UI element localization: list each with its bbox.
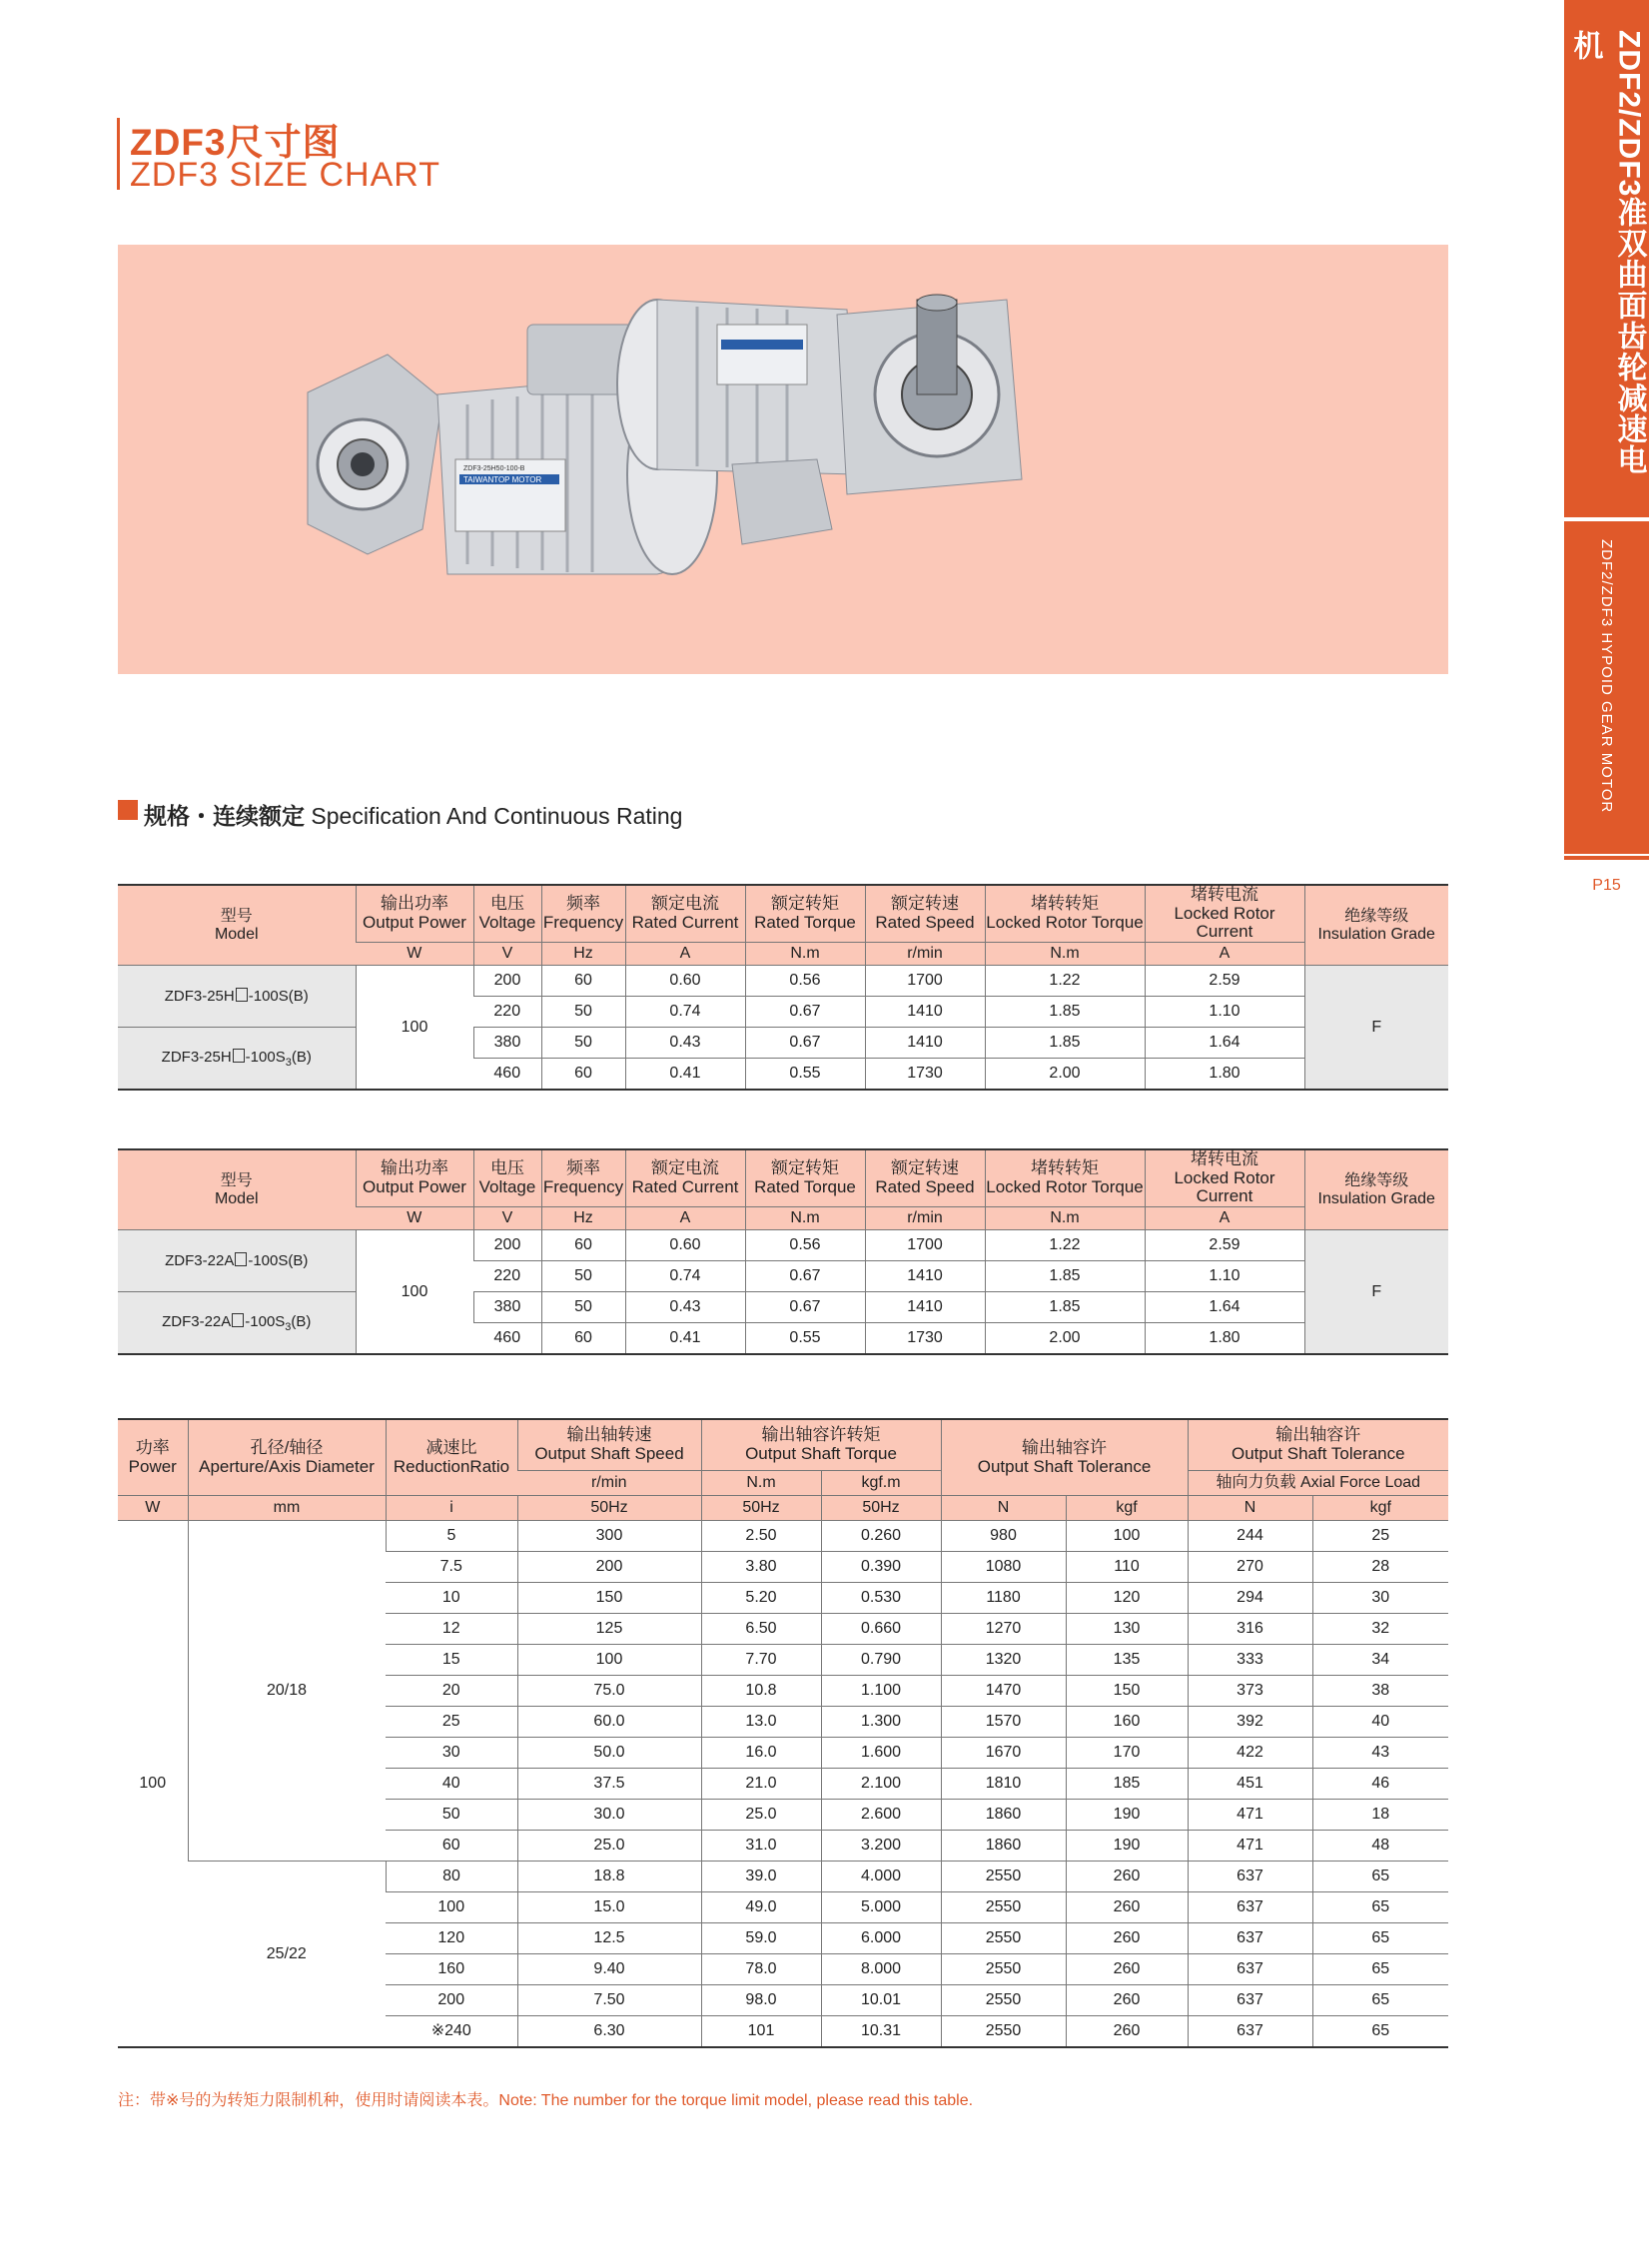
table-cell: 65 <box>1312 2016 1448 2048</box>
header-model: 型号 Model <box>118 1149 356 1230</box>
header-rated-current: 额定电流 Rated Current <box>625 885 745 943</box>
table-cell: 50.0 <box>517 1738 701 1769</box>
table-row: 220 50 0.74 0.67 1410 1.85 1.10 <box>118 1261 1448 1292</box>
table-row: ZDF3-22A -100S(B) 100 200 60 0.60 0.56 1700 1.22 2.59 F <box>118 1230 1448 1261</box>
table-cell: 1.300 <box>821 1707 941 1738</box>
table-cell: 80 <box>386 1862 517 1892</box>
table-cell: 200 <box>386 1985 517 2016</box>
footnote: 注：带※号的为转矩力限制机种，使用时请阅读本表。Note: The number for the torque limit model, please read this table. <box>118 2092 974 2109</box>
table-cell: 260 <box>1066 1985 1188 2016</box>
table-cell: 2550 <box>941 1892 1066 1923</box>
table-cell: 0.260 <box>821 1521 941 1552</box>
table-cell: 160 <box>1066 1707 1188 1738</box>
table-row <box>118 1521 1448 1552</box>
table-row: ZDF3-22A $-100S_3(B)$ 380 50 0.43 0.67 1410 1.85 1.64 <box>118 1292 1448 1323</box>
section-marker <box>118 800 138 820</box>
table-cell: 5 <box>386 1521 517 1552</box>
table-cell: ※240 <box>386 2016 517 2048</box>
table-cell: 4.000 <box>821 1862 941 1892</box>
table-cell: 100 <box>386 1892 517 1923</box>
section-title-cn: 规格・连续额定 <box>144 803 305 829</box>
table-cell: 60.0 <box>517 1707 701 1738</box>
table-cell: 30.0 <box>517 1800 701 1831</box>
table-cell: 60 <box>386 1831 517 1862</box>
table-cell: 21.0 <box>701 1769 821 1800</box>
table-cell: 10.01 <box>821 1985 941 2016</box>
table-cell: 1180 <box>941 1583 1066 1614</box>
header-frequency: 频率 Frequency <box>541 885 625 943</box>
table-cell: 100 <box>1066 1521 1188 1552</box>
table-cell: 1670 <box>941 1738 1066 1769</box>
product-photo-panel <box>118 245 1448 674</box>
table-cell: 0.390 <box>821 1552 941 1583</box>
table-cell: 451 <box>1188 1769 1312 1800</box>
model-cell: ZDF3-22A -100S(B) <box>118 1230 356 1292</box>
table-cell: 2550 <box>941 1954 1066 1985</box>
table-cell: 244 <box>1188 1521 1312 1552</box>
table-cell: 59.0 <box>701 1923 821 1954</box>
page-number: P15 <box>1592 877 1621 894</box>
table-cell: 65 <box>1312 1862 1448 1892</box>
table-cell: 98.0 <box>701 1985 821 2016</box>
table-cell: 270 <box>1188 1552 1312 1583</box>
table-cell: 422 <box>1188 1738 1312 1769</box>
table-cell: 25 <box>386 1707 517 1738</box>
table-cell: 300 <box>517 1521 701 1552</box>
table-cell: 260 <box>1066 1923 1188 1954</box>
side-tab-title-en: ZDF2/ZDF3 HYPOID GEAR MOTOR <box>1598 539 1615 814</box>
table-cell: 294 <box>1188 1583 1312 1614</box>
header-torque: 输出轴容许转矩 Output Shaft Torque <box>701 1419 941 1471</box>
table-cell: 3.200 <box>821 1831 941 1862</box>
header-tolerance-axial: 输出轴容许 Output Shaft Tolerance <box>1188 1419 1448 1471</box>
table-cell: 31.0 <box>701 1831 821 1862</box>
table-cell: 20 <box>386 1676 517 1707</box>
spec-table-2: 型号 Model 输出功率 Output Power 电压 Voltage 频率 Frequency 额定电流 Rated Current 额定转矩 Rated Torque 额定转速 Rated Speed 堵转转矩 Locked Rotor Torque 堵转电流 Locked Rotor Current 绝缘等级 Insulation Grade W V Hz A N.m r/min N.m A ZDF3-22A -100S(B) 100 200 60 0.60 0.56 1700 1.22 2.59 F 220 50 0.74 0.67 1410 1.85 1.10 ZDF3-22A $-100S_3(B)$ 380 50 0.43 0.67 1410 1.85 1.64 460 60 0.41 0.55 1730 2.00 1.80 <box>118 1148 1448 1355</box>
table-cell: 5.20 <box>701 1583 821 1614</box>
table-cell: 40 <box>1312 1707 1448 1738</box>
table-cell: 28 <box>1312 1552 1448 1583</box>
aperture-cell: 20/18 <box>188 1521 386 1862</box>
header-output-power: 输出功率 Output Power <box>356 885 473 943</box>
table-cell: 37.5 <box>517 1769 701 1800</box>
table-cell: 2550 <box>941 1862 1066 1892</box>
table-row: 460 60 0.41 0.55 1730 2.00 1.80 <box>118 1323 1448 1355</box>
table-cell: 15.0 <box>517 1892 701 1923</box>
table-row: ZDF3-25H -100S(B) 100 200 60 0.60 0.56 1700 1.22 2.59 F <box>118 966 1448 997</box>
table-cell: 260 <box>1066 1892 1188 1923</box>
table-cell: 39.0 <box>701 1862 821 1892</box>
photo-brand-label: TAIWANTOP MOTOR <box>463 475 542 484</box>
table-cell: 15 <box>386 1645 517 1676</box>
table-cell: 1080 <box>941 1552 1066 1583</box>
table-cell: 1860 <box>941 1831 1066 1862</box>
table-cell: 65 <box>1312 1923 1448 1954</box>
table-cell: 48 <box>1312 1831 1448 1862</box>
table-cell: 260 <box>1066 2016 1188 2048</box>
table-cell: 2.50 <box>701 1521 821 1552</box>
table-cell: 40 <box>386 1769 517 1800</box>
table-cell: 10 <box>386 1583 517 1614</box>
header-rated-torque: 额定转矩 Rated Torque <box>745 885 865 943</box>
header-locked-rotor-current: 堵转电流 Locked Rotor Current <box>1145 885 1304 943</box>
table-cell: 373 <box>1188 1676 1312 1707</box>
table-cell: 200 <box>517 1552 701 1583</box>
table-cell: 6.30 <box>517 2016 701 2048</box>
table-cell: 2.600 <box>821 1800 941 1831</box>
table-cell: 1570 <box>941 1707 1066 1738</box>
table-cell: 0.660 <box>821 1614 941 1645</box>
table-cell: 120 <box>386 1923 517 1954</box>
table-cell: 637 <box>1188 1892 1312 1923</box>
side-tab-divider <box>1564 856 1649 860</box>
table-cell: 1.600 <box>821 1738 941 1769</box>
table-cell: 160 <box>386 1954 517 1985</box>
table-cell: 65 <box>1312 1892 1448 1923</box>
table-cell: 1860 <box>941 1800 1066 1831</box>
table-cell: 6.50 <box>701 1614 821 1645</box>
table-cell: 190 <box>1066 1800 1188 1831</box>
header-power: 功率 Power <box>118 1419 188 1496</box>
header-rated-speed: 额定转速 Rated Speed <box>865 885 985 943</box>
table-cell: 8.000 <box>821 1954 941 1985</box>
table-cell: 150 <box>1066 1676 1188 1707</box>
table-cell: 0.790 <box>821 1645 941 1676</box>
table-cell: 65 <box>1312 1985 1448 2016</box>
table-cell: 25 <box>1312 1521 1448 1552</box>
spec-table-1: 型号 Model 输出功率 Output Power 电压 Voltage 频率 Frequency 额定电流 Rated Current 额定转矩 Rated Torque 额定转速 Rated Speed 堵转转矩 Locked Rotor Torque 堵转电流 Locked Rotor Current 绝缘等级 Insulation Grade W V Hz A N.m r/min N.m A ZDF3-25H -100S(B) 100 200 60 0.60 0.56 1700 1.22 2.59 F 220 50 0.74 0.67 1410 1.85 1.10 ZDF3-25H $-100S_3(B)$ 380 50 0.43 0.67 1410 1.85 1.64 460 60 0.41 0.55 1730 2.00 1.80 <box>118 884 1448 1091</box>
table-cell: 2.100 <box>821 1769 941 1800</box>
table-cell: 170 <box>1066 1738 1188 1769</box>
header-insulation: 绝缘等级 Insulation Grade <box>1304 885 1448 966</box>
table-cell: 75.0 <box>517 1676 701 1707</box>
title-accent-bar <box>117 118 120 190</box>
table-row: 460 60 0.41 0.55 1730 2.00 1.80 <box>118 1059 1448 1091</box>
header-ratio: 减速比 ReductionRatio <box>386 1419 517 1496</box>
table-cell: 25.0 <box>517 1831 701 1862</box>
output-shaft-table: 功率 Power 孔径/轴径 Aperture/Axis Diameter 减速比 ReductionRatio 输出轴转速 Output Shaft Speed 输出轴容许转矩 Output Shaft Torque 输出轴容许 Output Shaft Tolerance 输出轴容许 Output Shaft Tolerance r/min N.m kgf.m 轴向力负载 Axial Force Load W mm i 50Hz 50Hz 50Hz N kgf N kgf 100 20/18 5 300 2.50 0.260 980 100 244 25 7.5 200 3.80 0.390 1080 110 270 28 10 150 5.20 0.530 1180 120 294 30 12 125 6.50 0.660 1270 130 316 32 15 100 7.70 0.790 1320 135 333 34 20 75.0 10.8 1.100 1470 150 373 38 25 60.0 13.0 1.300 1570 160 392 40 30 50.0 16.0 1.600 1670 170 422 43 40 37.5 21.0 2.100 1810 185 451 46 50 30.0 25.0 2.600 1860 190 471 18 60 25.0 31.0 3.200 1860 190 471 48 25/22 80 18.8 39.0 4.000 2550 260 637 65 100 15.0 49.0 5.000 2550 260 637 65 120 12.5 59.0 6.000 2550 260 637 65 160 9.40 78.0 8.000 2550 260 637 65 200 7.50 98.0 10.01 2550 260 637 65 ※240 6.30 101 10.31 2550 260 637 65 <box>118 1418 1448 2048</box>
header-voltage: 电压 Voltage <box>473 885 541 943</box>
table-cell: 25.0 <box>701 1800 821 1831</box>
table-cell: 18 <box>1312 1800 1448 1831</box>
table-cell: 1320 <box>941 1645 1066 1676</box>
aperture-cell: 25/22 <box>188 1862 386 2048</box>
table-cell: 16.0 <box>701 1738 821 1769</box>
side-tab-title-cn: ZDF2/ZDF3准双曲面齿轮减速电机 <box>1568 30 1646 476</box>
header-tolerance: 输出轴容许 Output Shaft Tolerance <box>941 1419 1188 1496</box>
header-aperture: 孔径/轴径 Aperture/Axis Diameter <box>188 1419 386 1496</box>
table-cell: 190 <box>1066 1831 1188 1862</box>
table-cell: 316 <box>1188 1614 1312 1645</box>
table-cell: 2550 <box>941 2016 1066 2048</box>
table-cell: 10.8 <box>701 1676 821 1707</box>
table-cell: 1270 <box>941 1614 1066 1645</box>
table-cell: 101 <box>701 2016 821 2048</box>
table-cell: 1470 <box>941 1676 1066 1707</box>
table-cell: 78.0 <box>701 1954 821 1985</box>
table-cell: 637 <box>1188 1985 1312 2016</box>
table-cell: 637 <box>1188 1923 1312 1954</box>
page-title-en: ZDF3 SIZE CHART <box>130 156 440 194</box>
photo-model-label: ZDF3-25H50-100-B <box>463 465 525 472</box>
table-cell: 980 <box>941 1521 1066 1552</box>
gear-motor-images <box>118 245 1448 674</box>
model-cell: ZDF3-22A $-100S_3(B)$ <box>118 1292 356 1355</box>
table-cell: 2550 <box>941 1985 1066 2016</box>
header-model: 型号 Model <box>118 885 356 966</box>
table-cell: 1.100 <box>821 1676 941 1707</box>
table-cell: 392 <box>1188 1707 1312 1738</box>
table-cell: 260 <box>1066 1954 1188 1985</box>
table-cell: 637 <box>1188 2016 1312 2048</box>
model-cell: ZDF3-25H -100S(B) <box>118 966 356 1028</box>
table-cell: 100 <box>517 1645 701 1676</box>
table-cell: 13.0 <box>701 1707 821 1738</box>
table-cell: 12 <box>386 1614 517 1645</box>
table-cell: 0.530 <box>821 1583 941 1614</box>
table-cell: 110 <box>1066 1552 1188 1583</box>
table-cell: 46 <box>1312 1769 1448 1800</box>
table-cell: 12.5 <box>517 1923 701 1954</box>
table-cell: 9.40 <box>517 1954 701 1985</box>
table-cell: 6.000 <box>821 1923 941 1954</box>
table-cell: 135 <box>1066 1645 1188 1676</box>
table-cell: 18.8 <box>517 1862 701 1892</box>
table-cell: 10.31 <box>821 2016 941 2048</box>
table-cell: 130 <box>1066 1614 1188 1645</box>
table-cell: 65 <box>1312 1954 1448 1985</box>
model-cell: ZDF3-25H $-100S_3(B)$ <box>118 1028 356 1091</box>
table-cell: 2550 <box>941 1923 1066 1954</box>
table-cell: 185 <box>1066 1769 1188 1800</box>
table-row: ZDF3-25H $-100S_3(B)$ 380 50 0.43 0.67 1410 1.85 1.64 <box>118 1028 1448 1059</box>
table-cell: 120 <box>1066 1583 1188 1614</box>
table-cell: 38 <box>1312 1676 1448 1707</box>
table-cell: 637 <box>1188 1862 1312 1892</box>
table-cell: 471 <box>1188 1800 1312 1831</box>
table-cell: 150 <box>517 1583 701 1614</box>
table-cell: 30 <box>386 1738 517 1769</box>
table-cell: 30 <box>1312 1583 1448 1614</box>
section-title <box>144 798 682 831</box>
table-cell: 471 <box>1188 1831 1312 1862</box>
table-cell: 260 <box>1066 1862 1188 1892</box>
table-cell: 5.000 <box>821 1892 941 1923</box>
table-cell: 333 <box>1188 1645 1312 1676</box>
power-cell: 100 <box>118 1521 188 2048</box>
page-title-cn: ZDF3尺寸图 <box>130 122 341 163</box>
table-cell: 32 <box>1312 1614 1448 1645</box>
table-cell: 1810 <box>941 1769 1066 1800</box>
table-cell: 125 <box>517 1614 701 1645</box>
table-cell: 7.5 <box>386 1552 517 1583</box>
table-cell: 50 <box>386 1800 517 1831</box>
table-cell: 43 <box>1312 1738 1448 1769</box>
table-cell: 7.50 <box>517 1985 701 2016</box>
table-cell: 637 <box>1188 1954 1312 1985</box>
header-locked-rotor-torque: 堵转转矩 Locked Rotor Torque <box>985 885 1145 943</box>
section-title-en: Specification And Continuous Rating <box>311 803 683 829</box>
table-row: 220 50 0.74 0.67 1410 1.85 1.10 <box>118 997 1448 1028</box>
header-speed: 输出轴转速 Output Shaft Speed <box>517 1419 701 1471</box>
table-cell: 34 <box>1312 1645 1448 1676</box>
table-cell: 3.80 <box>701 1552 821 1583</box>
table-cell: 7.70 <box>701 1645 821 1676</box>
table-cell: 49.0 <box>701 1892 821 1923</box>
table-row <box>118 1862 1448 1892</box>
